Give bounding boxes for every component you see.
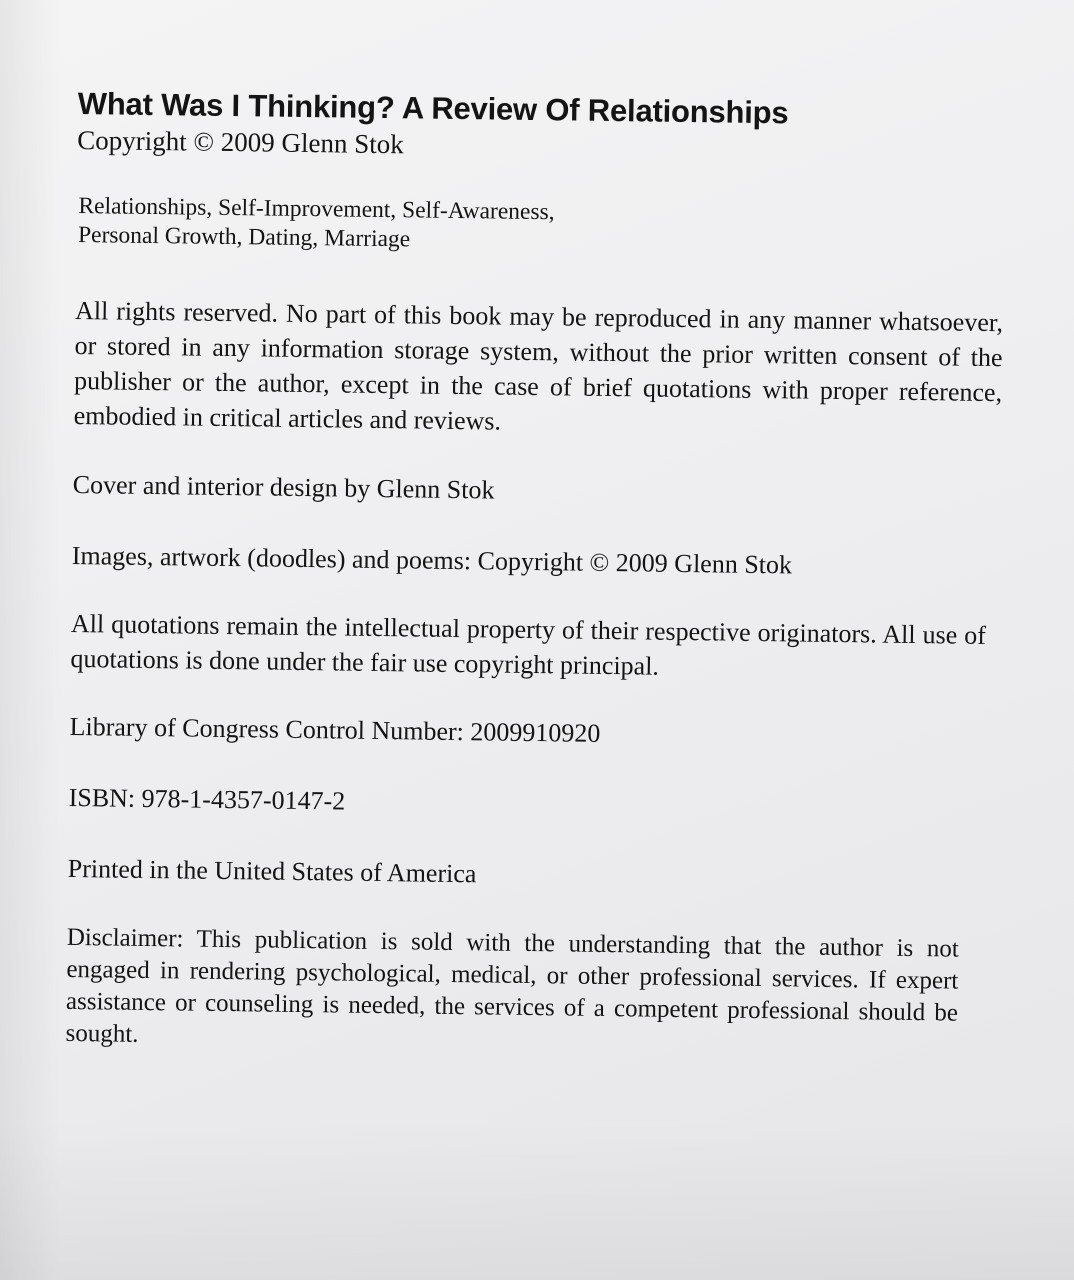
printed-in-line: Printed in the United States of America xyxy=(67,853,477,889)
page-content xyxy=(65,86,1018,1062)
page-shadow-left xyxy=(0,0,60,1280)
categories-line-1: Relationships, Self-Improvement, Self-Awareness, xyxy=(78,193,555,226)
book-title: What Was I Thinking? A Review Of Relationships xyxy=(77,86,789,131)
quotations-paragraph: All quotations remain the intellectual property of their respective originators. All use of quotations is done under the fair use copyright principal. xyxy=(70,608,987,681)
disclaimer-paragraph: Disclaimer: This publication is sold with the understanding that the author is not engaged in rendering psychological, medical, or other professional services. If expert assistance or counseling is needed, the services of a competent professional should be sought. xyxy=(65,923,959,1048)
copyright-notice: Copyright © 2009 Glenn Stok xyxy=(77,124,404,160)
images-credit: Images, artwork (doodles) and poems: Copyright © 2009 Glenn Stok xyxy=(71,540,793,580)
categories-line-2: Personal Growth, Dating, Marriage xyxy=(77,222,411,253)
rights-reserved-paragraph: All rights reserved. No part of this book may be reproduced in any manner whatsoever, or stored in any information storage system, without the prior written consent of the publisher or the author, except in the case of brief quotations with proper reference, embodied in critical articles and reviews. xyxy=(73,295,1004,436)
design-credit: Cover and interior design by Glenn Stok xyxy=(72,469,495,505)
lccn-line: Library of Congress Control Number: 2009910920 xyxy=(69,711,601,748)
isbn-line: ISBN: 978-1-4357-0147-2 xyxy=(68,782,346,816)
subject-categories xyxy=(78,192,779,259)
page-shadow-bottom xyxy=(0,1120,1074,1280)
